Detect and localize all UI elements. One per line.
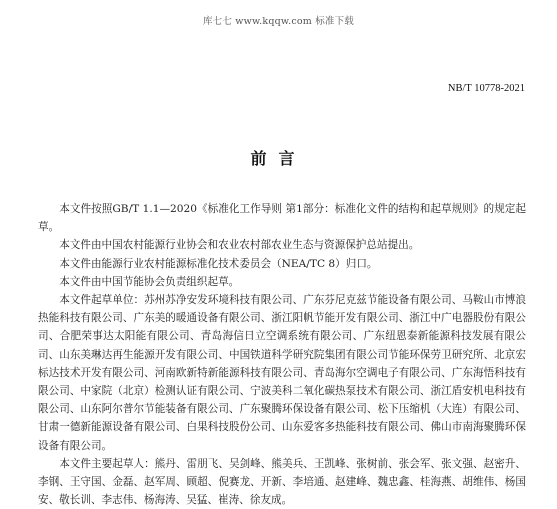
document-body xyxy=(38,200,526,509)
paragraph-main-drafters: 本文件主要起草人：熊丹、雷朋飞、吴剑峰、熊美兵、王凯峰、张树前、张会军、张文强、赵密升、李钢、王守国、金磊、赵军周、顾超、倪赛龙、开新、李培通、赵建峰、魏忠鑫、桂海燕、胡维伟、杨国安、敬长训、李志伟、杨海涛、吴猛、崔涛、徐友成。 xyxy=(38,457,526,507)
paragraph-organized-by: 本文件由中国节能协会负责组织起草。 xyxy=(59,275,240,288)
standard-number: NB/T 10778-2021 xyxy=(447,83,525,94)
page-title: 前言 xyxy=(250,149,307,168)
paragraph-technical-committee: 本文件由能源行业农村能源标准化技术委员会（NEA/TC 8）归口。 xyxy=(59,257,378,270)
paragraph-proposed-by: 本文件由中国农村能源行业协会和农业农村部农业生态与资源保护总站提出。 xyxy=(59,239,420,252)
paragraph-drafting-rules: 本文件按照GB/T 1.1—2020《标准化工作导则 第1部分：标准化文件的结构和起草规则》的规定起草。 xyxy=(38,203,526,234)
watermark-text: 库七七 www.kqqw.com 标准下载 xyxy=(202,16,355,27)
paragraph-drafting-units: 本文件起草单位：苏州苏净安发环境科技有限公司、广东芬尼克兹节能设备有限公司、马鞍山市博浪热能科技有限公司、广东美的暖通设备有限公司、浙江阳帆节能开发有限公司、浙江中广电器股份有限公司、合肥荣事达太阳能有限公司、青岛海信日立空调系统有限公司、广东纽恩泰新能源科技发展有限公司、山东美琳达再生能源开发有限公司、中国铁道科学研究院集团有限公司节能环保劳卫研究所、北京宏标达技术开发有限公司、河南欧新特新能源科技有限公司、青岛海尔空调电子有限公司、广东海悟科技有限公司、中家院（北京）检测认证有限公司、宁波美科二氧化碳热泵技术有限公司、浙江盾安机电科技有限公司、山东阿尔普尔节能装备有限公司、广东聚腾环保设备有限公司、松下压缩机（大连）有限公司、甘肃一德新能源设备有限公司、白果科技股份公司、山东爱客多热能科技有限公司、佛山市南海聚腾环保设备有限公司。 xyxy=(38,294,526,452)
